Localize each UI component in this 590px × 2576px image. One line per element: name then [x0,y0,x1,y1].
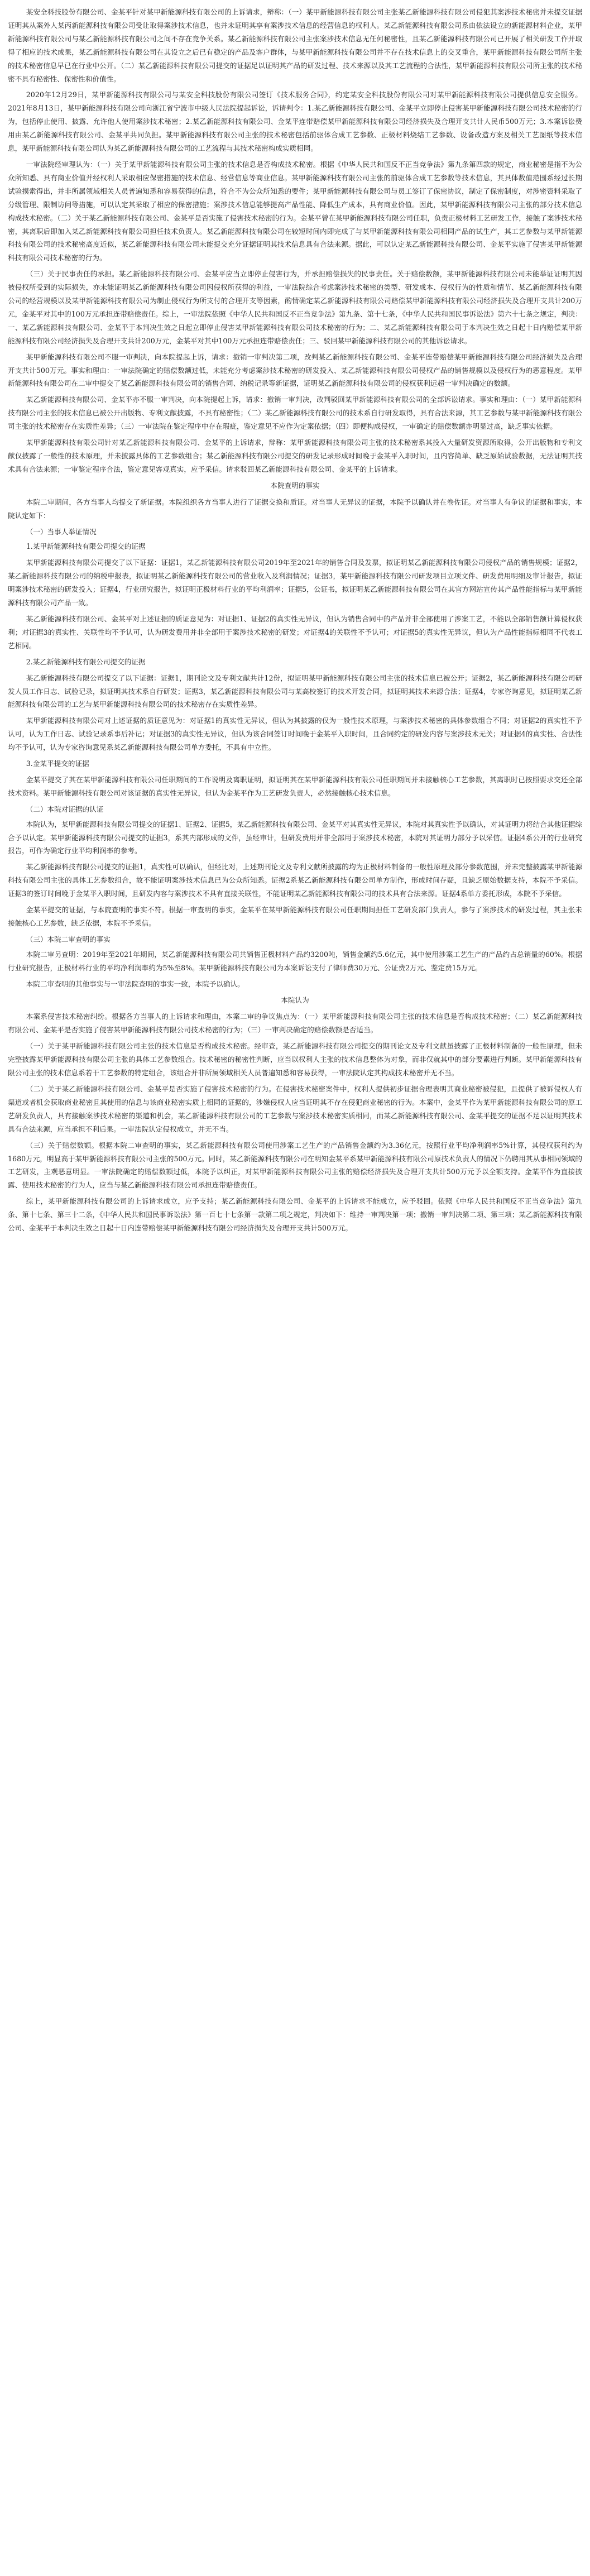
paragraph: 某甲新能源科技有限公司不服一审判决，向本院提起上诉，请求：撤销一审判决第二项，改判某乙新能源科技有限公司、金某平连带赔偿某甲新能源科技有限公司经济损失及合理开支共计500万元。事实和理由：一审法院确定的赔偿数额过低，未能充分考虑案涉技术秘密的研发投入、某乙新能源科技有限公司侵权产品的销售规模以及侵权行为的恶意程度。某甲新能源科技有限公司在二审中提交了某乙新能源科技有限公司的销售合同、纳税记录等新证据，证明某乙新能源科技有限公司的侵权获利远超一审判决确定的数额。 [8,352,582,388]
paragraph: 本院认为，某甲新能源科技有限公司提交的证据1、证据2、证据5，某乙新能源科技有限公司、金某平对其真实性无异议，本院对其真实性予以确认，对其证明力将结合其他证据综合予以认定。某甲新能源科技有限公司提交的证据3，系其内部形成的文件，虽经审计，但研发费用并非全部用于案涉技术秘密，本院对其证明力部分予以采信。证据4系公开的行业研究报告，可作为确定行业平均利润率的参考。 [8,820,582,855]
paragraph: 金某平提交的证据，与本院查明的事实不符。根据一审查明的事实，金某平在某甲新能源科技有限公司任职期间担任工艺研发部门负责人，参与了案涉技术的研发过程，其主张未接触核心工艺参数，缺乏依据，本院不予采信。 [8,906,582,927]
paragraph: 2.某乙新能源科技有限公司提交的证据 [26,657,146,666]
paragraph: 本院二审查明的其他事实与一审法院查明的事实一致，本院予以确认。 [26,979,244,988]
paragraph: （一）关于某甲新能源科技有限公司主张的技术信息是否构成技术秘密。经审查，某乙新能源科技有限公司提交的期刊论文及专利文献虽披露了正极材料制备的一般性原理，但未完整披露某甲新能源科技有限公司主张的具体工艺参数组合。技术秘密的秘密性判断，应当以权利人主张的技术信息整体为对象，而非仅就其中的部分要素进行判断。某甲新能源科技有限公司主张的技术信息系若干工艺参数的特定组合，该组合并非所属领域相关人员普遍知悉和容易获得，一审法院认定其构成技术秘密并无不当。 [8,1042,582,1078]
paragraph: （三）关于赔偿数额。根据本院二审查明的事实，某乙新能源科技有限公司使用涉案工艺生产的产品销售金额约为3.36亿元，按照行业平均净利润率5%计算，其侵权获利约为1680万元，明显高于某甲新能源科技有限公司主张的500万元。同时，某乙新能源科技有限公司在明知金某平系某甲新能源科技有限公司原技术负责人的情况下仍聘用其从事相同领域的工艺研发，主观恶意明显。一审法院确定的赔偿数额过低，本院予以纠正，对某甲新能源科技有限公司主张的赔偿经济损失及合理开支共计500万元予以全额支持。金某平作为直接披露、使用技术秘密的行为人，应当与某乙新能源科技有限公司承担连带赔偿责任。 [8,1141,582,1190]
section-heading: 本院查明的事实 [270,481,320,490]
paragraph: 3.金某平提交的证据 [26,759,89,768]
paragraph: （三）关于民事责任的承担。某乙新能源科技有限公司、金某平应当立即停止侵害行为，并承担赔偿损失的民事责任。关于赔偿数额，某甲新能源科技有限公司未能举证证明其因被侵权所受到的实际损失，亦未能证明某乙新能源科技有限公司因侵权所获得的利益，一审法院综合考虑案涉技术秘密的类型、研发成本、侵权行为的性质和情节、某乙新能源科技有限公司的经营规模以及某甲新能源科技有限公司为制止侵权行为所支付的合理开支等因素，酌情确定某乙新能源科技有限公司赔偿某甲新能源科技有限公司经济损失及合理开支共计200万元，金某平对其中的100万元承担连带赔偿责任。综上，一审法院依照《中华人民共和国反不正当竞争法》第九条、第十七条，《中华人民共和国民事诉讼法》第六十七条之规定，判决：一、某乙新能源科技有限公司、金某平于本判决生效之日起立即停止侵害某甲新能源科技有限公司技术秘密的行为；二、某乙新能源科技有限公司于本判决生效之日起十日内赔偿某甲新能源科技有限公司经济损失及合理开支共计200万元，金某平对其中100万元承担连带赔偿责任；三、驳回某甲新能源科技有限公司的其他诉讼请求。 [8,270,582,345]
paragraph: 本院二审期间，各方当事人均提交了新证据。本院组织各方当事人进行了证据交换和质证。对当事人无异议的证据，本院予以确认并在卷佐证。对当事人有争议的证据和事实，本院认定如下： [8,497,582,520]
paragraph: 本案系侵害技术秘密纠纷。根据各方当事人的上诉请求和理由，本案二审的争议焦点为：（一）某甲新能源科技有限公司主张的技术信息是否构成技术秘密；（二）某乙新能源科技有限公司、金某平是否实施了侵害某甲新能源科技有限公司技术秘密的行为；（三）一审判决确定的赔偿数额是否适当。 [8,1012,582,1035]
paragraph: 本院二审另查明：2019年至2021年期间，某乙新能源科技有限公司共销售正极材料产品约3200吨，销售金额约5.6亿元，其中使用涉案工艺生产的产品约占总销量的60%。根据行业研究报告，正极材料行业的平均净利润率约为5%至8%。某甲新能源科技有限公司为本案诉讼支付了律师费30万元、公证费2万元、鉴定费15万元。 [8,950,582,972]
section-heading: 本院认为 [281,995,309,1004]
paragraph: 某安全科技股份有限公司、金某平针对某甲新能源科技有限公司的上诉请求，辩称：（一）某甲新能源科技有限公司主张某乙新能源科技有限公司侵犯其案涉技术秘密并未提交证据证明其从案外人某丙新能源科技有限公司受让取得案涉技术信息，也并未证明其享有案涉技术信息的经营信息的权利人。某乙新能源科技有限公司系由依法设立的新能源材料企业，某甲新能源科技有限公司与某乙新能源科技有限公司之间不存在竞争关系。某乙新能源科技有限公司主张案涉技术信息无任何秘密性，且某乙新能源科技有限公司已开展了相关研发工作并取得了相应的技术成果，某乙新能源科技有限公司在其设立之后已有稳定的产品及客户群体，与某甲新能源科技有限公司并不存在技术信息上的交叉重合，某甲新能源科技有限公司所主张的技术秘密信息早已在行业中公开。（二）某乙新能源科技有限公司提交的证据足以证明其产品的研发过程、技术来源以及其工艺流程的合法性，某甲新能源科技有限公司所主张的技术秘密不具有秘密性、保密性和价值性。 [8,8,582,83]
document-body [0,0,590,1235]
paragraph: （二）关于某乙新能源科技有限公司、金某平是否实施了侵害技术秘密的行为。在侵害技术秘密案件中，权利人提供初步证据合理表明其商业秘密被侵犯，且提供了被诉侵权人有渠道或者机会获取商业秘密且其使用的信息与该商业秘密实质上相同的证据的，涉嫌侵权人应当证明其不存在侵犯商业秘密的行为。本案中，金某平作为某甲新能源科技有限公司的原工艺研发负责人，具有接触案涉技术秘密的渠道和机会，某乙新能源科技有限公司的工艺参数与案涉技术秘密实质相同，而某乙新能源科技有限公司、金某平提交的证据不足以证明其技术具有合法来源，应当承担不利后果。一审法院认定侵权成立，并无不当。 [8,1084,582,1133]
subsection-heading: （二）本院对证据的认证 [26,805,104,813]
subsection-heading: （一）当事人举证情况 [26,527,97,536]
paragraph: 某乙新能源科技有限公司、金某平对上述证据的质证意见为：对证据1、证据2的真实性无异议，但认为销售合同中的产品并非全部使用了涉案工艺，不能以全部销售额计算侵权获利；对证据3的真实性、关联性均不予认可，认为研发费用并非全部用于案涉技术秘密的研发；对证据4的关联性不予认可；对证据5的真实性无异议，但认为产品性能指标相同不代表工艺相同。 [8,614,582,650]
paragraph: 某乙新能源科技有限公司、金某平亦不服一审判决，向本院提起上诉，请求：撤销一审判决，改判驳回某甲新能源科技有限公司的全部诉讼请求。事实和理由：（一）某甲新能源科技有限公司主张的技术信息已被公开出版物、专利文献披露，不具有秘密性；（二）某乙新能源科技有限公司的技术系自行研发取得，具有合法来源，其工艺参数与某甲新能源科技有限公司主张的技术秘密存在实质性差异；（三）一审法院在鉴定程序中存在瑕疵，鉴定意见不应作为定案依据；（四）即便构成侵权，一审确定的赔偿数额亦明显过高，缺乏事实依据。 [8,395,582,431]
paragraph: 1.某甲新能源科技有限公司提交的证据 [26,542,146,551]
paragraph: 2020年12月29日，某甲新能源科技有限公司与某安全科技股份有限公司签订《技术服务合同》，约定某安全科技股份有限公司对某甲新能源科技有限公司提供信息安全服务。2021年8月13日，某甲新能源科技有限公司向浙江省宁波市中级人民法院提起诉讼，诉请判令：1.某乙新能源科技有限公司、金某平立即停止侵害某甲新能源科技有限公司技术秘密的行为，包括停止使用、披露、允许他人使用案涉技术秘密；2.某乙新能源科技有限公司、金某平连带赔偿某甲新能源科技有限公司经济损失及合理开支共计人民币500万元；3.本案诉讼费用由某乙新能源科技有限公司、金某平共同负担。某甲新能源科技有限公司主张的技术秘密包括前驱体合成工艺参数、正极材料烧结工艺参数、设备改造方案及相关工艺图纸等技术信息，某甲新能源科技有限公司认为某乙新能源科技有限公司的工艺流程与其技术秘密构成实质相同。 [8,90,582,153]
paragraph: 金某平提交了其在某甲新能源科技有限公司任职期间的工作说明及离职证明，拟证明其在某甲新能源科技有限公司任职期间并未接触核心工艺参数，其离职时已按照要求交还全部技术资料。某甲新能源科技有限公司对该证据的真实性无异议，但认为金某平作为工艺研发负责人，必然接触核心技术信息。 [8,775,582,797]
subsection-heading: （三）本院二审查明的事实 [26,935,111,944]
paragraph: 某甲新能源科技有限公司提交了以下证据：证据1，某乙新能源科技有限公司2019年至2021年的销售合同及发票，拟证明某乙新能源科技有限公司侵权产品的销售规模；证据2，某乙新能源科技有限公司的纳税申报表，拟证明某乙新能源科技有限公司的营业收入及利润情况；证据3，某甲新能源科技有限公司研发项目立项文件、研发费用明细及审计报告，拟证明案涉技术秘密的研发投入；证据4，行业研究报告，拟证明正极材料行业的平均利润率；证据5，公证书，拟证明某乙新能源科技有限公司在其官方网站宣传其产品性能指标与某甲新能源科技有限公司产品一致。 [8,558,582,607]
paragraph: 某甲新能源科技有限公司对上述证据的质证意见为：对证据1的真实性无异议，但认为其披露的仅为一般性技术原理，与案涉技术秘密的具体参数组合不同；对证据2的真实性不予认可，认为工作日志、试验记录系事后补记；对证据3的真实性无异议，但认为该合同签订时间晚于金某平入职时间，且合同约定的研发内容与案涉技术无关；对证据4的真实性、合法性均不予认可，认为专家咨询意见系某乙新能源科技有限公司单方委托，不具有中立性。 [8,716,582,752]
paragraph: 某乙新能源科技有限公司提交了以下证据：证据1，期刊论文及专利文献共计12份，拟证明某甲新能源科技有限公司主张的技术信息已被公开；证据2，某乙新能源科技有限公司研发人员工作日志、试验记录，拟证明其技术系自行研发；证据3，某乙新能源科技有限公司与某高校签订的技术开发合同，拟证明其技术来源合法；证据4，专家咨询意见，拟证明某乙新能源科技有限公司的工艺与某甲新能源科技有限公司的技术秘密存在实质性差异。 [8,673,582,709]
paragraph: 某乙新能源科技有限公司提交的证据1，真实性可以确认，但经比对，上述期刊论文及专利文献所披露的均为正极材料制备的一般性原理及部分参数范围，并未完整披露某甲新能源科技有限公司主张的具体工艺参数组合，故不能证明案涉技术信息已为公众所知悉。证据2系某乙新能源科技有限公司单方制作，形成时间存疑，且缺乏原始数据支持，本院不予采信。证据3的签订时间晚于金某平入职时间，且研发内容与案涉技术不具有直接关联性，不能证明某乙新能源科技有限公司的技术具有合法来源。证据4系单方委托形成，本院不予采信。 [8,863,582,898]
paragraph: 某甲新能源科技有限公司针对某乙新能源科技有限公司、金某平的上诉请求，辩称：某甲新能源科技有限公司主张的技术秘密系其投入大量研发资源所取得，公开出版物和专利文献仅披露了一般性的技术原理，并未披露具体的工艺参数组合；某乙新能源科技有限公司提交的研发记录形成时间晚于金某平入职时间，且内容简单、缺乏原始试验数据，无法证明其技术具有合法来源；一审鉴定程序合法，鉴定意见客观真实，应予采信。请求驳回某乙新能源科技有限公司、金某平的上诉请求。 [8,438,582,473]
paragraph: 综上，某甲新能源科技有限公司的上诉请求成立，应予支持；某乙新能源科技有限公司、金某平的上诉请求不能成立，应予驳回。依照《中华人民共和国反不正当竞争法》第九条、第十七条、第三十二条，《中华人民共和国民事诉讼法》第一百七十七条第一款第二项之规定，判决如下：维持一审判决第一项；撤销一审判决第二项、第三项；某乙新能源科技有限公司、金某平于本判决生效之日起十日内连带赔偿某甲新能源科技有限公司经济损失及合理开支共计500万元。 [8,1197,582,1233]
paragraph: 一审法院经审理认为：（一）关于某甲新能源科技有限公司主张的技术信息是否构成技术秘密。根据《中华人民共和国反不正当竞争法》第九条第四款的规定，商业秘密是指不为公众所知悉、具有商业价值并经权利人采取相应保密措施的技术信息、经营信息等商业信息。某甲新能源科技有限公司主张的前驱体合成工艺参数等技术信息，其具体数值范围系经过长期试验摸索得出，并非所属领域相关人员普遍知悉和容易获得的信息，符合不为公众所知悉的要件；某甲新能源科技有限公司与员工签订了保密协议，制定了保密制度，对涉密资料采取了分级管理、限制访问等措施，可以认定其采取了相应的保密措施；案涉技术信息能够提高产品性能、降低生产成本，具有商业价值。因此，某甲新能源科技有限公司主张的部分技术信息构成技术秘密。（二）关于某乙新能源科技有限公司、金某平是否实施了侵害技术秘密的行为。金某平曾在某甲新能源科技有限公司任职，负责正极材料工艺研发工作，接触了案涉技术秘密，其离职后即加入某乙新能源科技有限公司担任技术负责人。某乙新能源科技有限公司在较短时间内即完成了与某甲新能源科技有限公司相同产品的试生产，其工艺参数与某甲新能源科技有限公司的技术秘密高度近似，某乙新能源科技有限公司未能提交充分证据证明其技术信息具有合法来源。据此，可以认定某乙新能源科技有限公司、金某平实施了侵害某甲新能源科技有限公司技术秘密的行为。 [8,160,582,262]
